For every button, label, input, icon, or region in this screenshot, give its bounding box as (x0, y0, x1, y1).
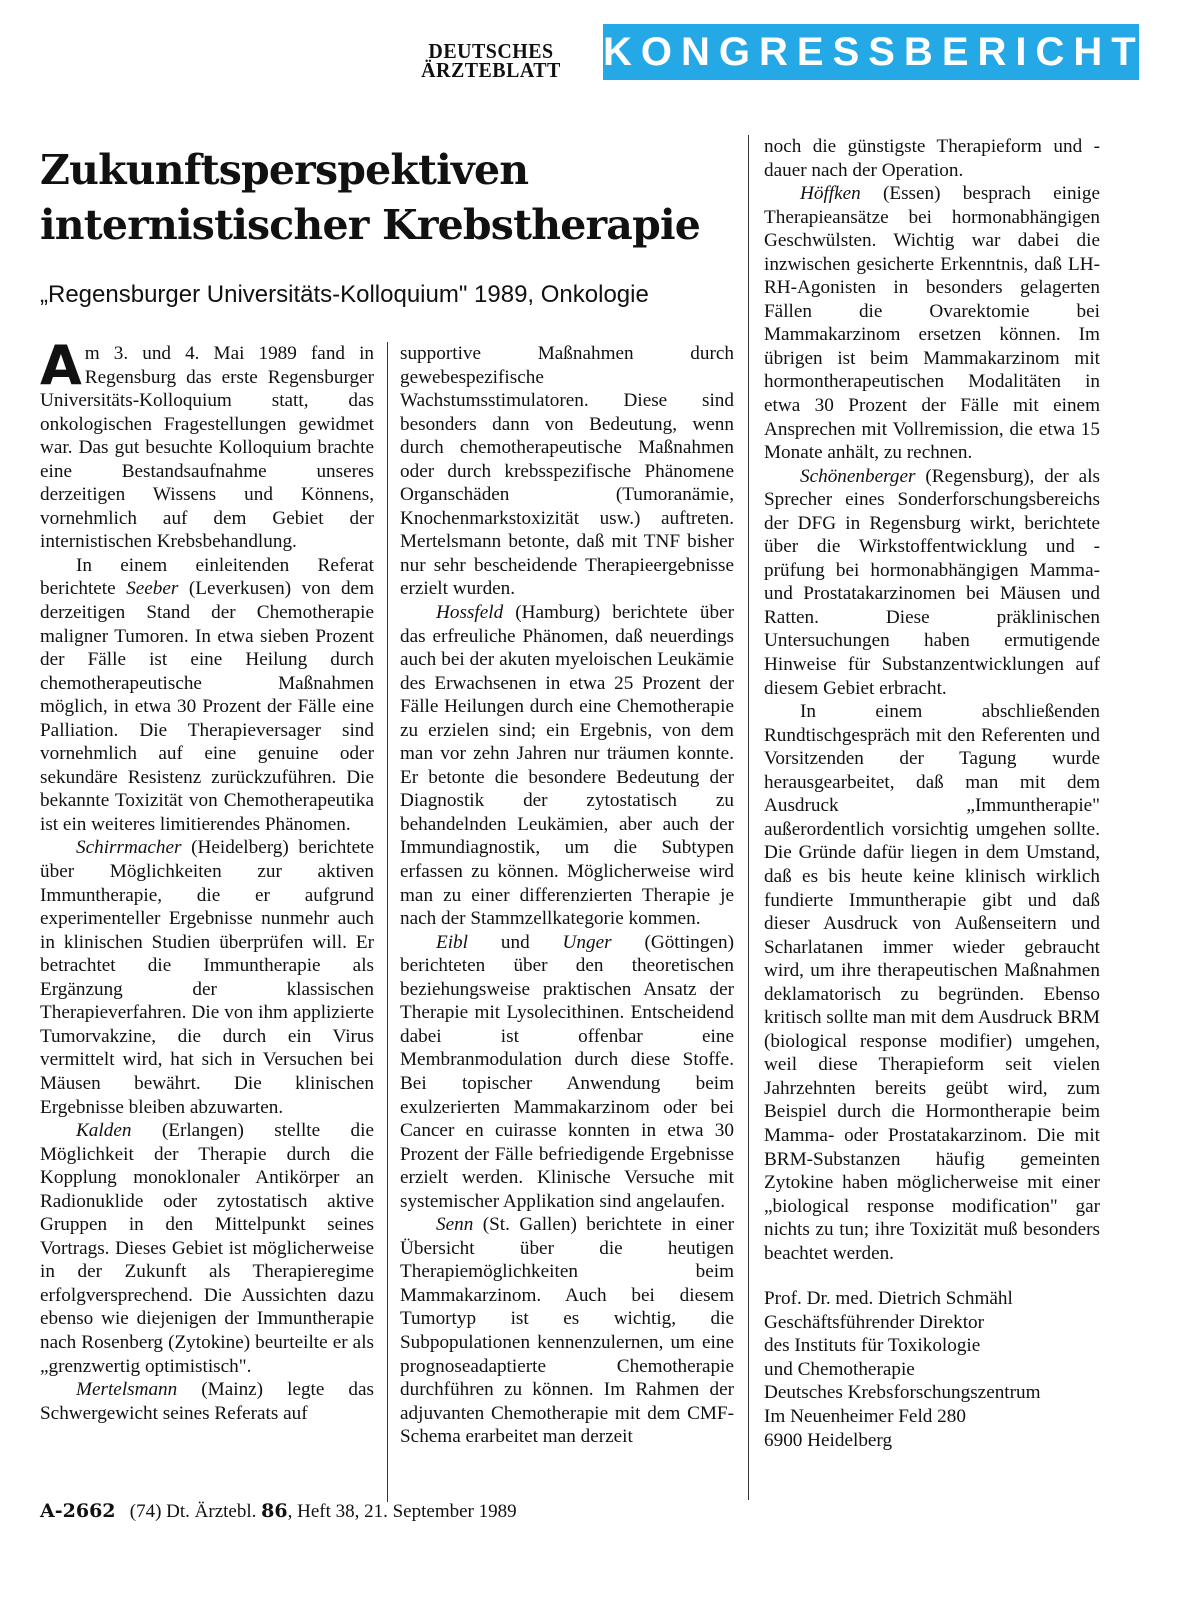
paragraph-text: (St. Gallen) berichtete in einer Übersicht über die heutigen Therapiemöglichkeiten beim Mammakarzinom. Auch bei diesem Tumortyp ist es wichtig, die Subpopulationen kennenzulernen, um eine prognoseadaptierte Chemotherapie durchführen zu können. Im Rahmen der adjuvanten Chemotherapie mit dem CMF-Schema erarbeitet man derzeit (400, 1214, 734, 1448)
paragraph (764, 465, 1100, 700)
paragraph-text: supportive Maßnahmen durch gewebespezifische Wachstumsstimulatoren. Diese sind besonders dann von Bedeutung, wenn durch chemotherapeutische Maßnahmen oder durch krebsspezifische Phänomene Organschäden (Tumoranämie, Knochenmarkstoxizität usw.) auftreten. Mertelsmann betonte, daß mit TNF bisher nur sehr bescheidende Therapieergebnisse erzielt wurden. (400, 343, 734, 600)
paragraph-text: (Heidelberg) berichtete über Möglichkeiten zur aktiven Immuntherapie, die er aufgrund experimenteller Ergebnisse nunmehr auch in klinischen Studien überprüfen will. Er betrachtet die Immuntherapie als Ergänzung der klassischen Therapieverfahren. Die von ihm applizierte Tumorvakzine, die durch ein Virus vermittelt wird, hat sich in Versuchen bei Mäusen bewährt. Die klinischen Ergebnisse bleiben abzuwarten. (40, 837, 374, 1118)
paragraph-text: (Essen) besprach einige Therapieansätze bei hormonabhängigen Geschwülsten. Wichtig war dabei die inzwischen gesicherte Erkenntnis, daß LH-RH-Agonisten in besonders gelagerten Fällen die Ovarektomie bei Mammakarzinom ersetzen können. Im übrigen ist beim Mammakarzinom mit hormontherapeutischen Modalitäten in etwa 30 Prozent der Fälle mit einem Ansprechen mit Vollremission, die etwa 15 Monate anhält, zu rechnen. (764, 183, 1100, 464)
paragraph (400, 1213, 734, 1448)
paragraph-text: (Regensburg), der als Sprecher eines Sonderforschungsbereichs der DFG in Regensburg wirkt, berichtete über die Wirkstoffentwicklung und -prüfung bei hormonabhängigen Mamma- und Prostatakarzinomen bei Mäusen und Ratten. Diese präklinischen Untersuchungen haben ermutigende Hinweise für Substanzentwicklungen auf diesem Gebiet erbracht. (764, 465, 1100, 699)
masthead-logo (415, 39, 567, 82)
signature-line: Deutsches Krebsforschungszentrum (764, 1382, 1041, 1404)
title-line2: internistischer Krebstherapie (40, 201, 701, 249)
article-title (40, 143, 760, 253)
text-column-2 (400, 342, 734, 1449)
speaker-name: Senn (436, 1214, 474, 1236)
speaker-name: Eibl (436, 931, 468, 953)
paragraph (40, 836, 374, 1119)
speaker-name: Kalden (76, 1120, 132, 1142)
paragraph (764, 135, 1100, 182)
paragraph-text: (Leverkusen) von dem derzeitigen Stand der Chemotherapie maligner Tumoren. In etwa sieben Prozent der Fälle ist eine Heilung durch chemotherapeutische Maßnahmen möglich, in etwa 30 Prozent der Fälle eine Palliation. Die Therapieversager sind vornehmlich auf eine genuine oder sekundäre Resistenz zurückzuführen. Die bekannte Toxizität von Chemotherapeutika ist ein weiteres limitierendes Phänomen. (40, 578, 374, 835)
text-column-1 (40, 334, 374, 1425)
paragraph-text: noch die günstigste Therapieform und -dauer nach der Operation. (764, 136, 1100, 181)
speaker-name: Schönenberger (800, 465, 916, 487)
paragraph (40, 554, 374, 837)
citation-text: , Heft 38, 21. September 1989 (287, 1501, 517, 1522)
paragraph (40, 334, 374, 554)
paragraph (400, 601, 734, 931)
paragraph (400, 342, 734, 601)
speaker-name: Mertelsmann (76, 1379, 178, 1401)
paragraph (400, 931, 734, 1214)
speaker-name: Seeber (126, 578, 179, 600)
signature-line: des Instituts für Toxikologie (764, 1335, 981, 1357)
page-footer (40, 1500, 517, 1523)
paragraph-text: (Erlangen) stellte die Möglichkeit der Therapie durch die Kopplung monoklonaler Antikörper an Radionuklide oder zytostatisch aktive Gruppen in den Mittelpunkt seines Vortrags. Dieses Gebiet ist möglicherweise in der Zukunft als Therapieregime erfolgversprechend. Die Aussichten dazu ebenso wie diejenigen der Immuntherapie nach Rosenberg (Zytokine) beurteilte er als „grenzwertig optimistisch". (40, 1120, 374, 1377)
author-signature (764, 1287, 1100, 1452)
signature-line: 6900 Heidelberg (764, 1429, 893, 1451)
citation-text: (74) Dt. Ärztebl. (129, 1501, 262, 1522)
paragraph-text: (Mainz) legte das Schwergewicht seines Referats auf (40, 1379, 374, 1424)
masthead-line1: DEUTSCHES (428, 39, 554, 63)
paragraph-text: und (467, 931, 563, 953)
masthead-line2: ÄRZTEBLATT (421, 58, 561, 82)
speaker-name: Unger (562, 931, 612, 953)
paragraph-text: m 3. und 4. Mai 1989 fand in Regensburg das erste Regensburger Universitäts-Kolloquium statt, das onkologischen Fragestellungen gewidmet war. Das gut besuchte Kolloquium brachte eine Bestandsaufnahme unseres derzeitigen Wissens und Könnens, vornehmlich auf dem Gebiet der internistischen Krebsbehandlung. (40, 343, 374, 553)
title-line1: Zukunftsperspektiven (40, 146, 529, 194)
page-number: A-2662 (40, 1500, 116, 1522)
text-column-3 (764, 135, 1100, 1452)
paragraph (40, 1378, 374, 1425)
paragraph (764, 700, 1100, 1265)
speaker-name: Höffken (800, 183, 861, 205)
paragraph (40, 1119, 374, 1378)
speaker-name: Schirrmacher (76, 837, 182, 859)
column-divider-2 (748, 135, 749, 1500)
paragraph-text: In einem abschließenden Rundtischgespräch mit den Referenten und Vorsitzenden der Tagung wurde herausgearbeitet, daß man mit dem Ausdruck „Immuntherapie" außerordentlich vorsichtig umgehen sollte. Die Gründe dafür liegen in dem Umstand, daß es bis heute keine klinisch wirklich fundierte Immuntherapie gibt und daß dieser Ausdruck von Außenseitern und Scharlatanen immer wieder gebraucht wird, um ihre therapeutischen Maßnahmen deklamatorisch zu begründen. Ebenso kritisch sollte man mit dem Ausdruck BRM (biological response modifier) umgehen, weil diese Therapieform seit vielen Jahrzehnten bereits geübt wird, zum Beispiel durch die Hormontherapie beim Mamma- oder Prostatakarzinom. Die mit BRM-Substanzen häufig gemeinten Zytokine haben möglicherweise mit einer „biological response modification" gar nichts zu tun; ihre Toxizität muß besonders beachtet werden. (764, 701, 1100, 1264)
signature-line: und Chemotherapie (764, 1358, 915, 1380)
signature-line: Im Neuenheimer Feld 280 (764, 1405, 966, 1427)
paragraph-text: (Göttingen) berichteten über den theoretischen beziehungsweise praktischen Ansatz der Therapie mit Lysolecithinen. Entscheidend dabei ist offenbar eine Membranmodulation durch diese Stoffe. Bei topischer Anwendung beim exulzerierten Mammakarzinom oder bei Cancer en cuirasse konnten in etwa 30 Prozent der Fälle befriedigende Ergebnisse erzielt werden. Klinische Versuche mit systemischer Applikation sind angelaufen. (400, 931, 734, 1212)
volume-number: 86 (261, 1500, 288, 1522)
drop-cap: A (40, 334, 82, 397)
paragraph-text: In einem einleitenden Referat berichtete (40, 554, 374, 600)
column-divider-1 (387, 342, 388, 1502)
speaker-name: Hossfeld (436, 602, 504, 624)
signature-line: Geschäftsführender Direktor (764, 1311, 985, 1333)
paragraph (764, 182, 1100, 465)
signature-line: Prof. Dr. med. Dietrich Schmähl (764, 1288, 1013, 1310)
article-subtitle: „Regensburger Universitäts-Kolloquium" 1989, Onkologie (40, 281, 649, 308)
paragraph-text: (Hamburg) berichtete über das erfreuliche Phänomen, daß neuerdings auch bei der akuten myeloischen Leukämie des Erwachsenen in etwa 25 Prozent der Fälle Heilungen durch eine Chemotherapie zu erzielen sind; ein Ergebnis, von dem man vor zehn Jahren nur träumen konnte. Er betonte die besondere Bedeutung der Diagnostik der zytostatisch zu behandelnden Leukämien, aber auch der Immundiagnostik, um die Subtypen erfassen zu können. Möglicherweise wird man zu einer differenzierten Therapie je nach der Stammzellkategorie kommen. (400, 602, 734, 930)
section-banner: KONGRESSBERICHT (603, 24, 1139, 80)
